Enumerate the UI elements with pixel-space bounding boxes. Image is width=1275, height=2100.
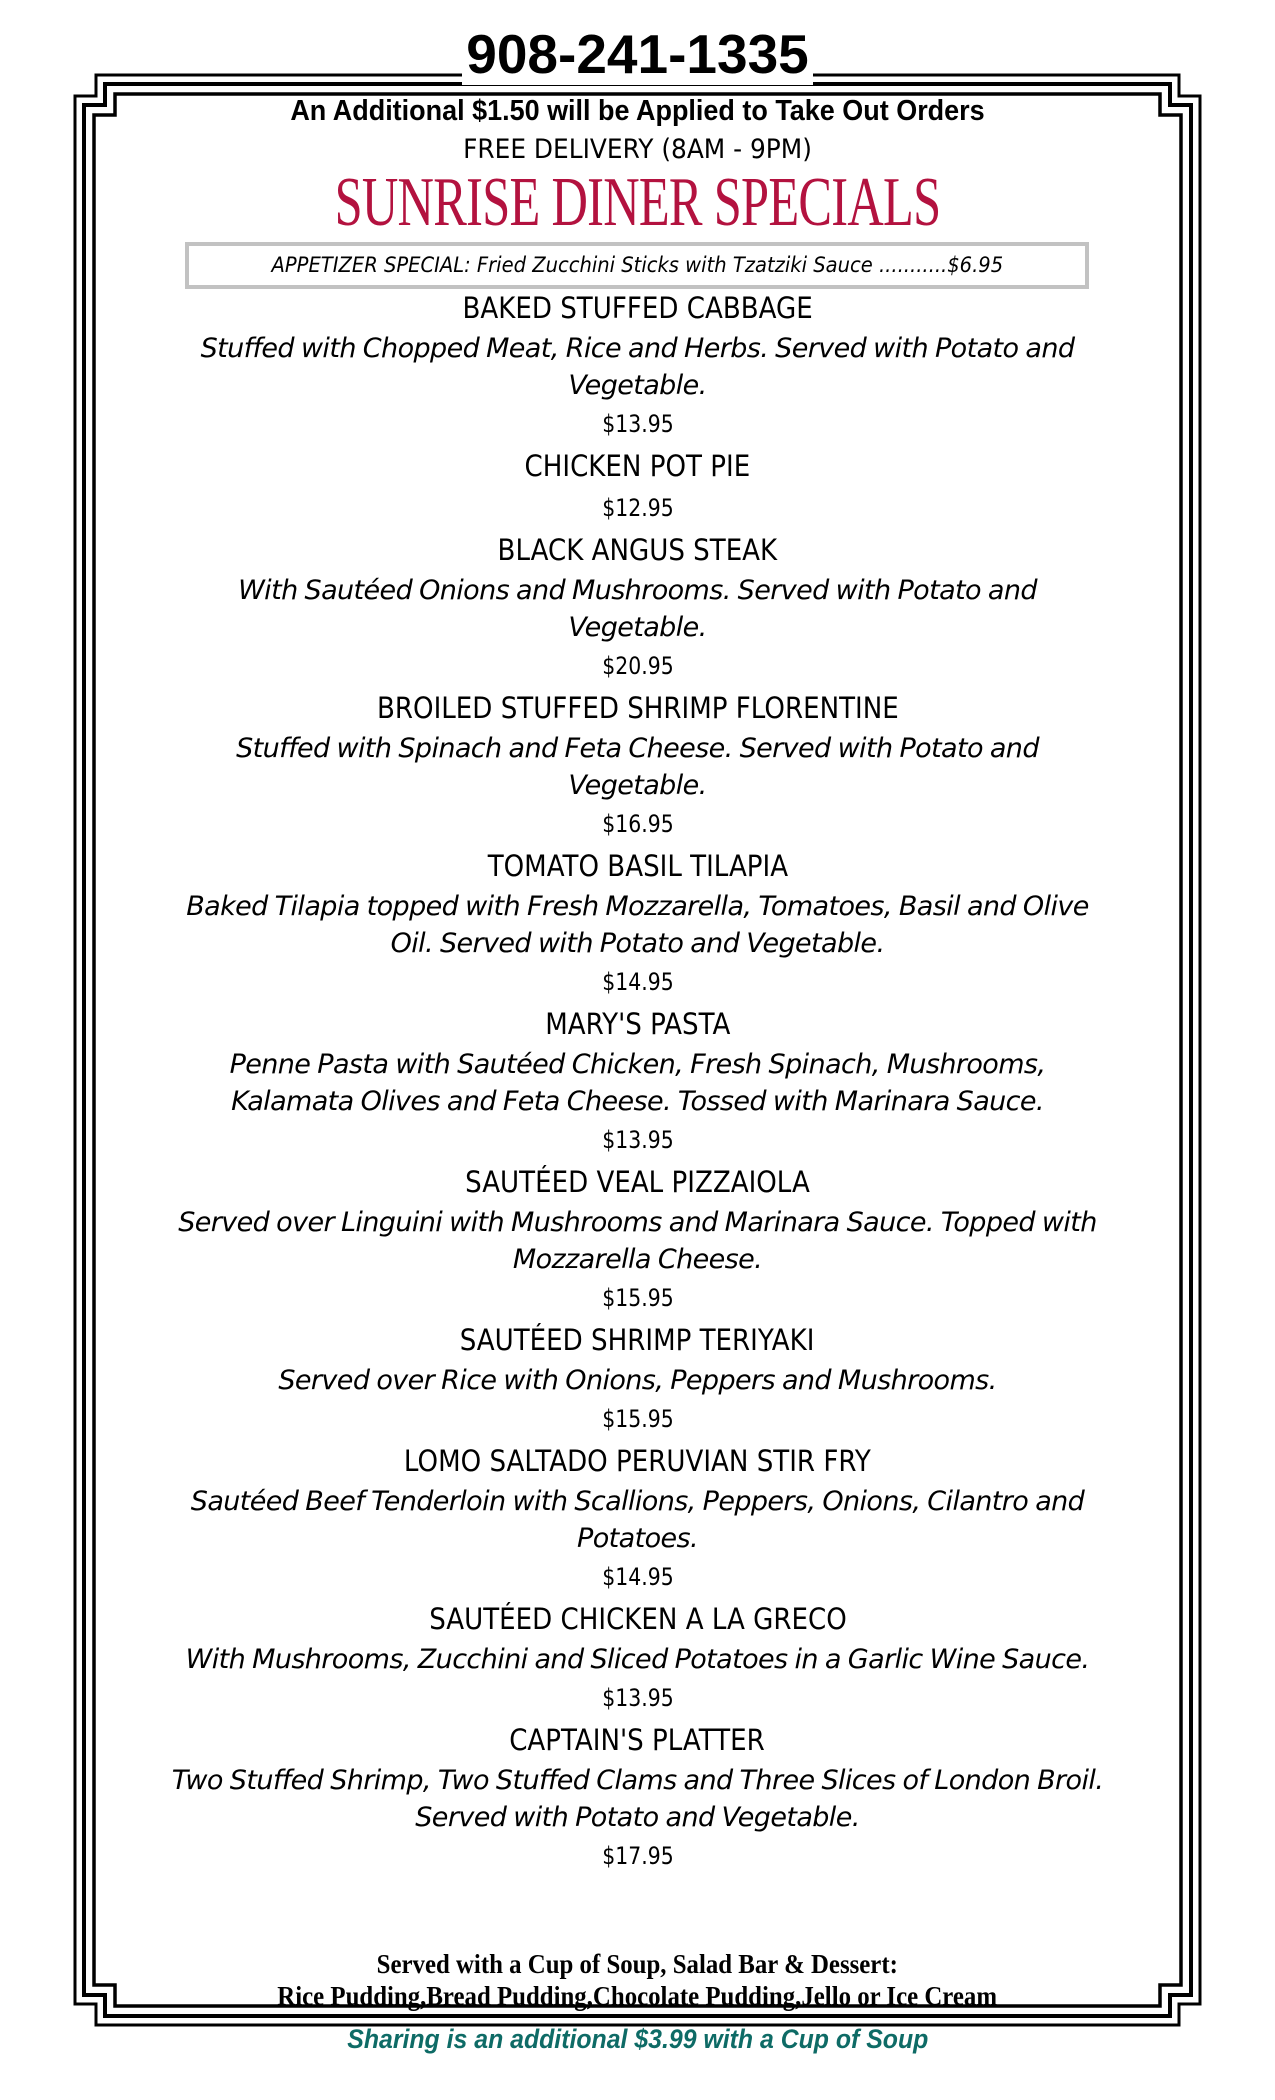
- menu-item-price: [160, 1836, 1115, 1876]
- menu-item-price-text: $15.95: [601, 1405, 674, 1433]
- menu-item-price-text: $14.95: [601, 968, 674, 996]
- menu-item-name-text: SAUTÉED SHRIMP TERIYAKI: [460, 1323, 815, 1357]
- menu-item-price: [160, 1678, 1115, 1718]
- menu-item-description: With Mushrooms, Zucchini and Sliced Potatoes in a Garlic Wine Sauce.: [185, 1644, 1090, 1675]
- menu-item: [160, 528, 1115, 686]
- menu-item-price: [160, 1557, 1115, 1597]
- menu-item: [160, 1718, 1115, 1876]
- menu-item-price-text: $16.95: [601, 810, 674, 838]
- menu-item-description: Two Stuffed Shrimp, Two Stuffed Clams and Three Slices of London Broil. Served with Potato and Vegetable.: [171, 1765, 1104, 1833]
- dessert-options-text: Rice Pudding,Bread Pudding,Chocolate Pudding,Jello or Ice Cream: [277, 1981, 998, 2011]
- menu-item-price: [160, 646, 1115, 686]
- menu-item-name: [160, 1160, 1115, 1204]
- menu-item-name: [160, 528, 1115, 572]
- menu-item-price: [160, 1399, 1115, 1439]
- menu-item-description: Stuffed with Chopped Meat, Rice and Herbs. Served with Potato and Vegetable.: [200, 333, 1075, 401]
- menu-item-name: [160, 1597, 1115, 1641]
- menu-item-description: Penne Pasta with Sautéed Chicken, Fresh Spinach, Mushrooms, Kalamata Olives and Feta Cheese. Tossed with Marinara Sauce.: [229, 1049, 1046, 1117]
- delivery-hours: FREE DELIVERY (8AM - 9PM): [463, 134, 812, 165]
- menu-item: [160, 844, 1115, 1002]
- menu-item: [160, 1160, 1115, 1318]
- sharing-charge-note: [0, 2023, 1275, 2055]
- menu-item-description: With Sautéed Onions and Mushrooms. Served with Potato and Vegetable.: [238, 575, 1037, 643]
- served-with-note: [0, 1948, 1275, 1980]
- menu-item-price-text: $14.95: [601, 1563, 674, 1591]
- menu-item-price: [160, 488, 1115, 528]
- menu-item-description: Baked Tilapia topped with Fresh Mozzarella, Tomatoes, Basil and Olive Oil. Served with Potato and Vegetable.: [186, 891, 1089, 959]
- menu-item-description: Served over Linguini with Mushrooms and Marinara Sauce. Topped with Mozzarella Cheese.: [178, 1207, 1097, 1275]
- menu-item: [160, 1597, 1115, 1718]
- menu-item-description: Sautéed Beef Tenderloin with Scallions, Peppers, Onions, Cilantro and Potatoes.: [190, 1486, 1085, 1554]
- sharing-charge-text: Sharing is an additional $3.99 with a Cup of Soup: [346, 2024, 929, 2054]
- menu-item-name-text: LOMO SALTADO PERUVIAN STIR FRY: [404, 1444, 871, 1478]
- menu-item-description: Stuffed with Spinach and Feta Cheese. Served with Potato and Vegetable.: [236, 733, 1039, 801]
- menu-item-name-text: BLACK ANGUS STEAK: [497, 533, 778, 567]
- menu-item-price-text: $13.95: [601, 410, 674, 438]
- menu-item-price-text: $15.95: [601, 1284, 674, 1312]
- menu-item-description: Served over Rice with Onions, Peppers and Mushrooms.: [278, 1365, 997, 1396]
- menu-item-price-text: $13.95: [601, 1126, 674, 1154]
- menu-item: [160, 286, 1115, 444]
- menu-item-name: [160, 686, 1115, 730]
- menu-item-price-text: $13.95: [601, 1684, 674, 1712]
- menu-item-name-text: SAUTÉED CHICKEN A LA GRECO: [428, 1602, 847, 1636]
- menu-item-name: [160, 1318, 1115, 1362]
- menu-item-name: [160, 1002, 1115, 1046]
- page-title: SUNRISE DINER SPECIALS: [334, 164, 941, 241]
- menu-item-price-text: $17.95: [601, 1842, 674, 1870]
- phone-number-text: 908-241-1335: [462, 23, 813, 85]
- appetizer-special-text: APPETIZER SPECIAL: Fried Zucchini Sticks with Tzatziki Sauce ...........$6.95: [271, 253, 1003, 277]
- menu-item-price: [160, 962, 1115, 1002]
- menu-item-name-text: CAPTAIN'S PLATTER: [509, 1723, 766, 1757]
- menu-item: [160, 1318, 1115, 1439]
- menu-item: [160, 1439, 1115, 1597]
- menu-item: [160, 444, 1115, 528]
- menu-item-name-text: MARY'S PASTA: [544, 1007, 731, 1041]
- menu-item-name-text: TOMATO BASIL TILAPIA: [487, 849, 788, 883]
- menu-item-price: [160, 804, 1115, 844]
- menu-item: [160, 686, 1115, 844]
- appetizer-special-box: [185, 242, 1089, 289]
- menu-item-name-text: SAUTÉED VEAL PIZZAIOLA: [465, 1165, 810, 1199]
- menu-item-name-text: CHICKEN POT PIE: [524, 449, 751, 483]
- specials-menu: [160, 286, 1115, 1876]
- menu-item-price: [160, 404, 1115, 444]
- menu-item-price-text: $12.95: [601, 494, 674, 522]
- menu-item: [160, 1002, 1115, 1160]
- menu-item-name: [160, 1439, 1115, 1483]
- menu-item-name: [160, 444, 1115, 488]
- menu-item-name-text: BROILED STUFFED SHRIMP FLORENTINE: [376, 691, 899, 725]
- served-with-text: Served with a Cup of Soup, Salad Bar & Dessert:: [376, 1949, 899, 1979]
- takeout-notice: An Additional $1.50 will be Applied to Take Out Orders: [290, 95, 985, 127]
- menu-item-name-text: BAKED STUFFED CABBAGE: [462, 291, 813, 325]
- menu-item-price: [160, 1278, 1115, 1318]
- menu-item-name: [160, 1718, 1115, 1762]
- phone-number: [0, 24, 1275, 84]
- menu-item-price: [160, 1120, 1115, 1160]
- menu-item-price-text: $20.95: [601, 652, 674, 680]
- menu-item-name: [160, 844, 1115, 888]
- dessert-options: [0, 1980, 1275, 2012]
- menu-item-name: [160, 286, 1115, 330]
